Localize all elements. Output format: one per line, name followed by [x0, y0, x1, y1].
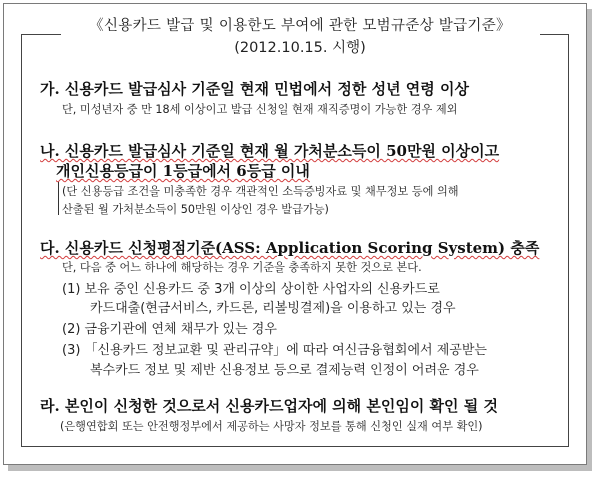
section-da-item-1-line2: [90, 297, 456, 316]
section-ra-note: (은행연합회 또는 안전행정부에서 제공하는 사망자 정보를 통해 신청인 실재 여부 확인): [60, 420, 483, 433]
document-title: 《신용카드 발급 및 이용한도 부여에 관한 모범규준상 발급기준》: [89, 18, 511, 34]
section-na-heading-line1: [40, 140, 499, 161]
section-na-note-line2: 산출된 월 가처분소득이 50만원 이상인 경우 발급가능): [62, 203, 329, 216]
section-da-heading-text: 다. 신용카드 신청평점기준(ASS: Application Scoring System) 충족: [40, 239, 540, 257]
section-da-heading: [40, 237, 539, 258]
top-rule-left: [21, 34, 61, 35]
section-ga-heading: [40, 78, 469, 99]
section-ra-heading: 라. 본인이 신청한 것으로서 신용카드업자에 의해 본인임이 확인 될 것: [40, 397, 498, 415]
section-na-note-line1: (단 신용등급 조건을 미충족한 경우 객관적인 소득증빙자료 및 채무정보 등에 의해: [62, 185, 459, 198]
section-ga-heading-text: 가. 신용카드 발급심사 기준일 현재 민법에서 정한 성년 연령 이상: [40, 80, 469, 98]
section-ga-note: 단, 미성년자 중 만 18세 이상이고 발급 신청일 현재 재직증명이 가능한 경우 제외: [62, 103, 458, 116]
section-na-heading-line2: [56, 160, 310, 181]
section-da-item-2: (2) 금융기관에 연체 채무가 있는 경우: [62, 322, 277, 337]
section-da-item-3-line1: (3) 「신용카드 정보교환 및 관리규약」에 따라 여신금융협회에서 제공받는: [62, 343, 487, 358]
top-rule-right: [540, 34, 569, 35]
section-na-note-bracket: [58, 182, 65, 215]
section-na-heading-line1-text: 나. 신용카드 발급심사 기준일 현재 월 가처분소득이 50만원 이상이고: [40, 142, 500, 160]
section-da-item-3-line2: 복수카드 정보 및 제반 신용정보 등으로 결제능력 인정이 어려운 경우: [90, 363, 479, 378]
section-da-item-1-line1: (1) 보유 중인 신용카드 중 3개 이상의 상이한 사업자의 신용카드로: [62, 282, 440, 297]
section-da-item-1-line2-text: 카드대출(현금서비스, 카드론, 리볼빙결제)을 이용하고 있는 경우: [90, 301, 456, 316]
effective-date: (2012.10.15. 시행): [234, 40, 366, 56]
section-na-heading-line2-text: 개인신용등급이 1등급에서 6등급 이내: [56, 162, 310, 180]
section-da-note: 단, 다음 중 어느 하나에 해당하는 경우 기준을 충족하지 못한 것으로 본다.: [62, 261, 422, 274]
